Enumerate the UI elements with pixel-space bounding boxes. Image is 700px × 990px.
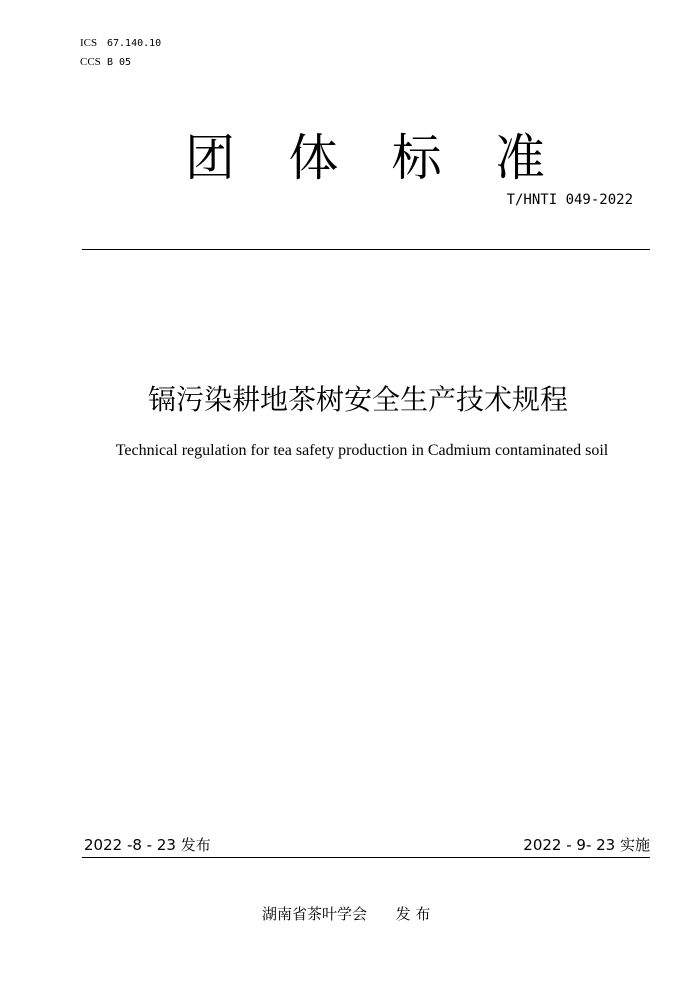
- heading-char-1: 团: [185, 129, 235, 187]
- heading-char-3: 标: [391, 129, 442, 187]
- heading-char-2: 体: [288, 129, 339, 187]
- heading-char-4: 准: [494, 129, 545, 187]
- chinese-title: 镉污染耕地茶树安全生产技术规程: [147, 383, 568, 416]
- publisher-line: [262, 904, 430, 924]
- bottom-divider: [82, 857, 650, 858]
- ccs-code-line: [80, 53, 161, 72]
- publish-date: 2022 -8 - 23 发布: [84, 836, 211, 854]
- standard-number: T/HNTI 049-2022: [506, 192, 633, 208]
- ics-value: 67.140.10: [107, 38, 162, 49]
- ccs-label: CCS: [80, 56, 101, 68]
- publisher-name: 湖南省茶叶学会: [262, 905, 368, 923]
- ccs-value: B 05: [107, 57, 132, 68]
- implementation-date: 2022 - 9- 23 实施: [523, 836, 650, 854]
- publisher-action: 发 布: [395, 905, 431, 923]
- classification-codes: [80, 34, 161, 72]
- ics-code-line: [80, 34, 161, 53]
- english-title: Technical regulation for tea safety production in Cadmium contaminated soil: [115, 442, 609, 459]
- top-divider: [82, 249, 650, 250]
- standard-heading: [185, 128, 545, 188]
- ics-label: ICS: [80, 37, 98, 49]
